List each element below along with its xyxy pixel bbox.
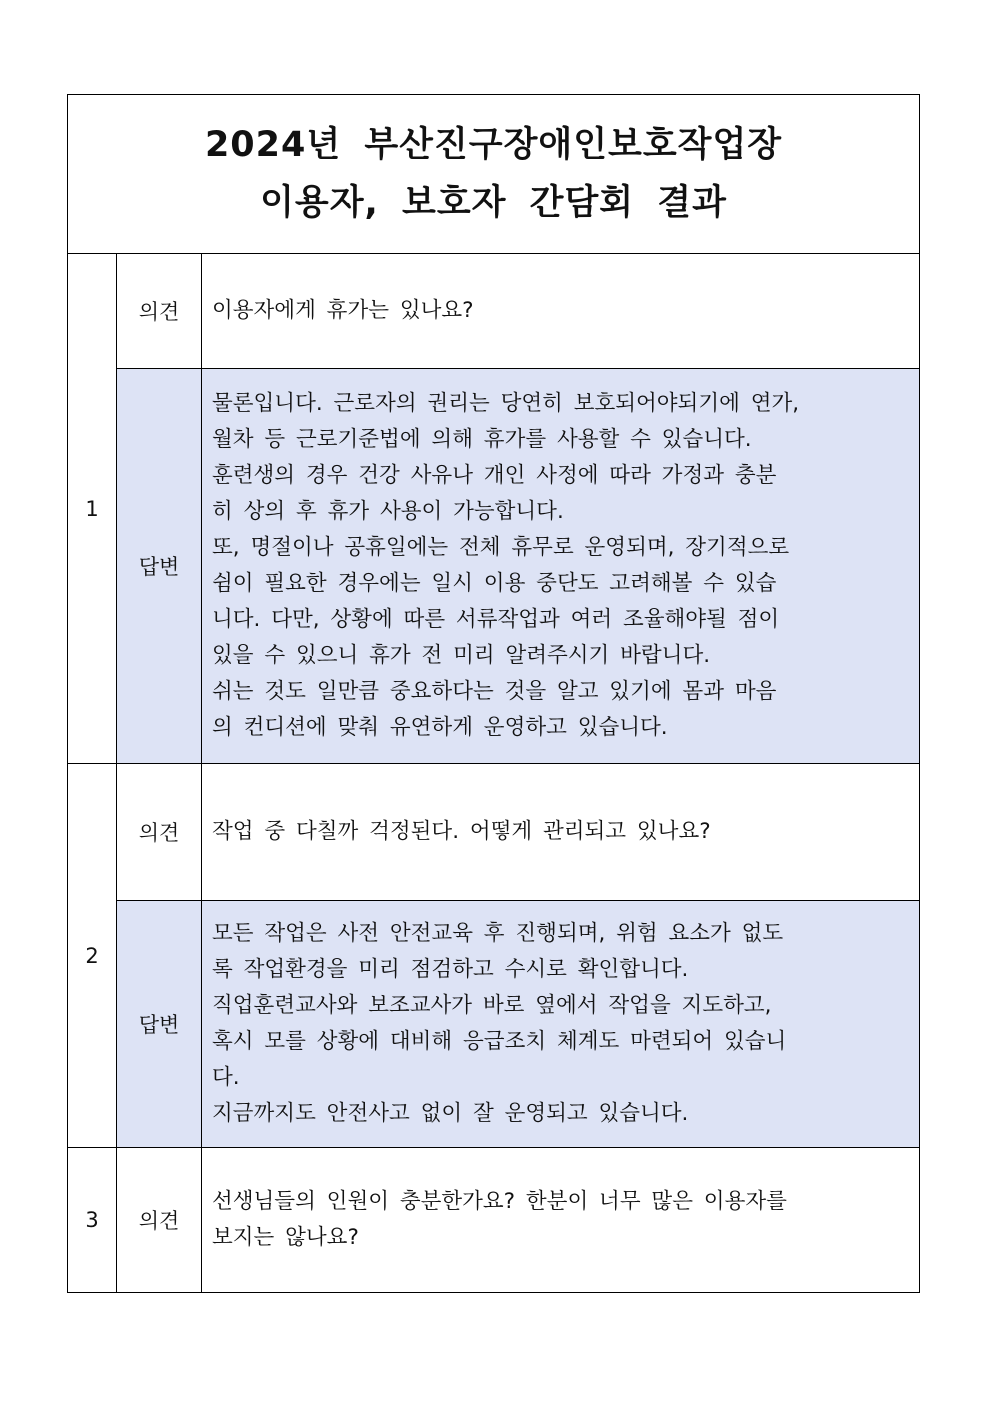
item-number: 3 bbox=[68, 1148, 117, 1293]
text-line: 월차 등 근로기준법에 의해 휴가를 사용할 수 있습니다. bbox=[212, 427, 752, 452]
text-line: 지금까지도 안전사고 없이 잘 운영되고 있습니다. bbox=[212, 1101, 689, 1126]
text-line: 히 상의 후 휴가 사용이 가능합니다. bbox=[212, 499, 564, 524]
opinion-label: 의견 bbox=[117, 1148, 202, 1293]
minutes-table bbox=[67, 94, 920, 1293]
text-line: 또, 명절이나 공휴일에는 전체 휴무로 운영되며, 장기적으로 bbox=[212, 535, 790, 560]
text-line: 쉼이 필요한 경우에는 일시 이용 중단도 고려해볼 수 있습 bbox=[212, 571, 777, 596]
title-line-2: 이용자, 보호자 간담회 결과 bbox=[260, 183, 727, 223]
item-number: 2 bbox=[68, 764, 117, 1148]
opinion-text bbox=[202, 254, 920, 369]
text-line: 있을 수 있으니 휴가 전 미리 알려주시기 바랍니다. bbox=[212, 643, 711, 668]
answer-label: 답변 bbox=[117, 369, 202, 764]
text-line: 니다. 다만, 상황에 따른 서류작업과 여러 조율해야될 점이 bbox=[212, 607, 780, 632]
text-line: 이용자에게 휴가는 있나요? bbox=[212, 298, 474, 323]
opinion-label: 의견 bbox=[117, 254, 202, 369]
text-line: 의 컨디션에 맞춰 유연하게 운영하고 있습니다. bbox=[212, 715, 668, 740]
text-line: 선생님들의 인원이 충분한가요? 한분이 너무 많은 이용자를 bbox=[212, 1189, 787, 1214]
text-line: 훈련생의 경우 건강 사유나 개인 사정에 따라 가정과 충분 bbox=[212, 463, 777, 488]
item-number: 1 bbox=[68, 254, 117, 764]
text-line: 직업훈련교사와 보조교사가 바로 옆에서 작업을 지도하고, bbox=[212, 993, 772, 1018]
title-row bbox=[68, 95, 920, 254]
text-line: 모든 작업은 사전 안전교육 후 진행되며, 위험 요소가 없도 bbox=[212, 921, 784, 946]
text-line: 보지는 않나요? bbox=[212, 1225, 359, 1250]
text-line: 물론입니다. 근로자의 권리는 당연히 보호되어야되기에 연가, bbox=[212, 391, 800, 416]
answer-text bbox=[202, 369, 920, 764]
answer-label: 답변 bbox=[117, 901, 202, 1148]
answer-text bbox=[202, 901, 920, 1148]
item-1-opinion-row bbox=[68, 254, 920, 369]
title-line-1: 2024년 부산진구장애인보호작업장 bbox=[204, 125, 783, 165]
item-1-answer-row bbox=[68, 369, 920, 764]
text-line: 작업 중 다칠까 걱정된다. 어떻게 관리되고 있나요? bbox=[212, 819, 711, 844]
text-line: 혹시 모를 상황에 대비해 응급조치 체계도 마련되어 있습니 bbox=[212, 1029, 787, 1054]
text-line: 쉬는 것도 일만큼 중요하다는 것을 알고 있기에 몸과 마음 bbox=[212, 679, 777, 704]
opinion-label: 의견 bbox=[117, 764, 202, 901]
item-2-opinion-row bbox=[68, 764, 920, 901]
opinion-text bbox=[202, 764, 920, 901]
item-2-answer-row bbox=[68, 901, 920, 1148]
document-title bbox=[68, 95, 920, 254]
item-3-opinion-row bbox=[68, 1148, 920, 1293]
opinion-text bbox=[202, 1148, 920, 1293]
text-line: 다. bbox=[212, 1065, 240, 1090]
text-line: 록 작업환경을 미리 점검하고 수시로 확인합니다. bbox=[212, 957, 689, 982]
